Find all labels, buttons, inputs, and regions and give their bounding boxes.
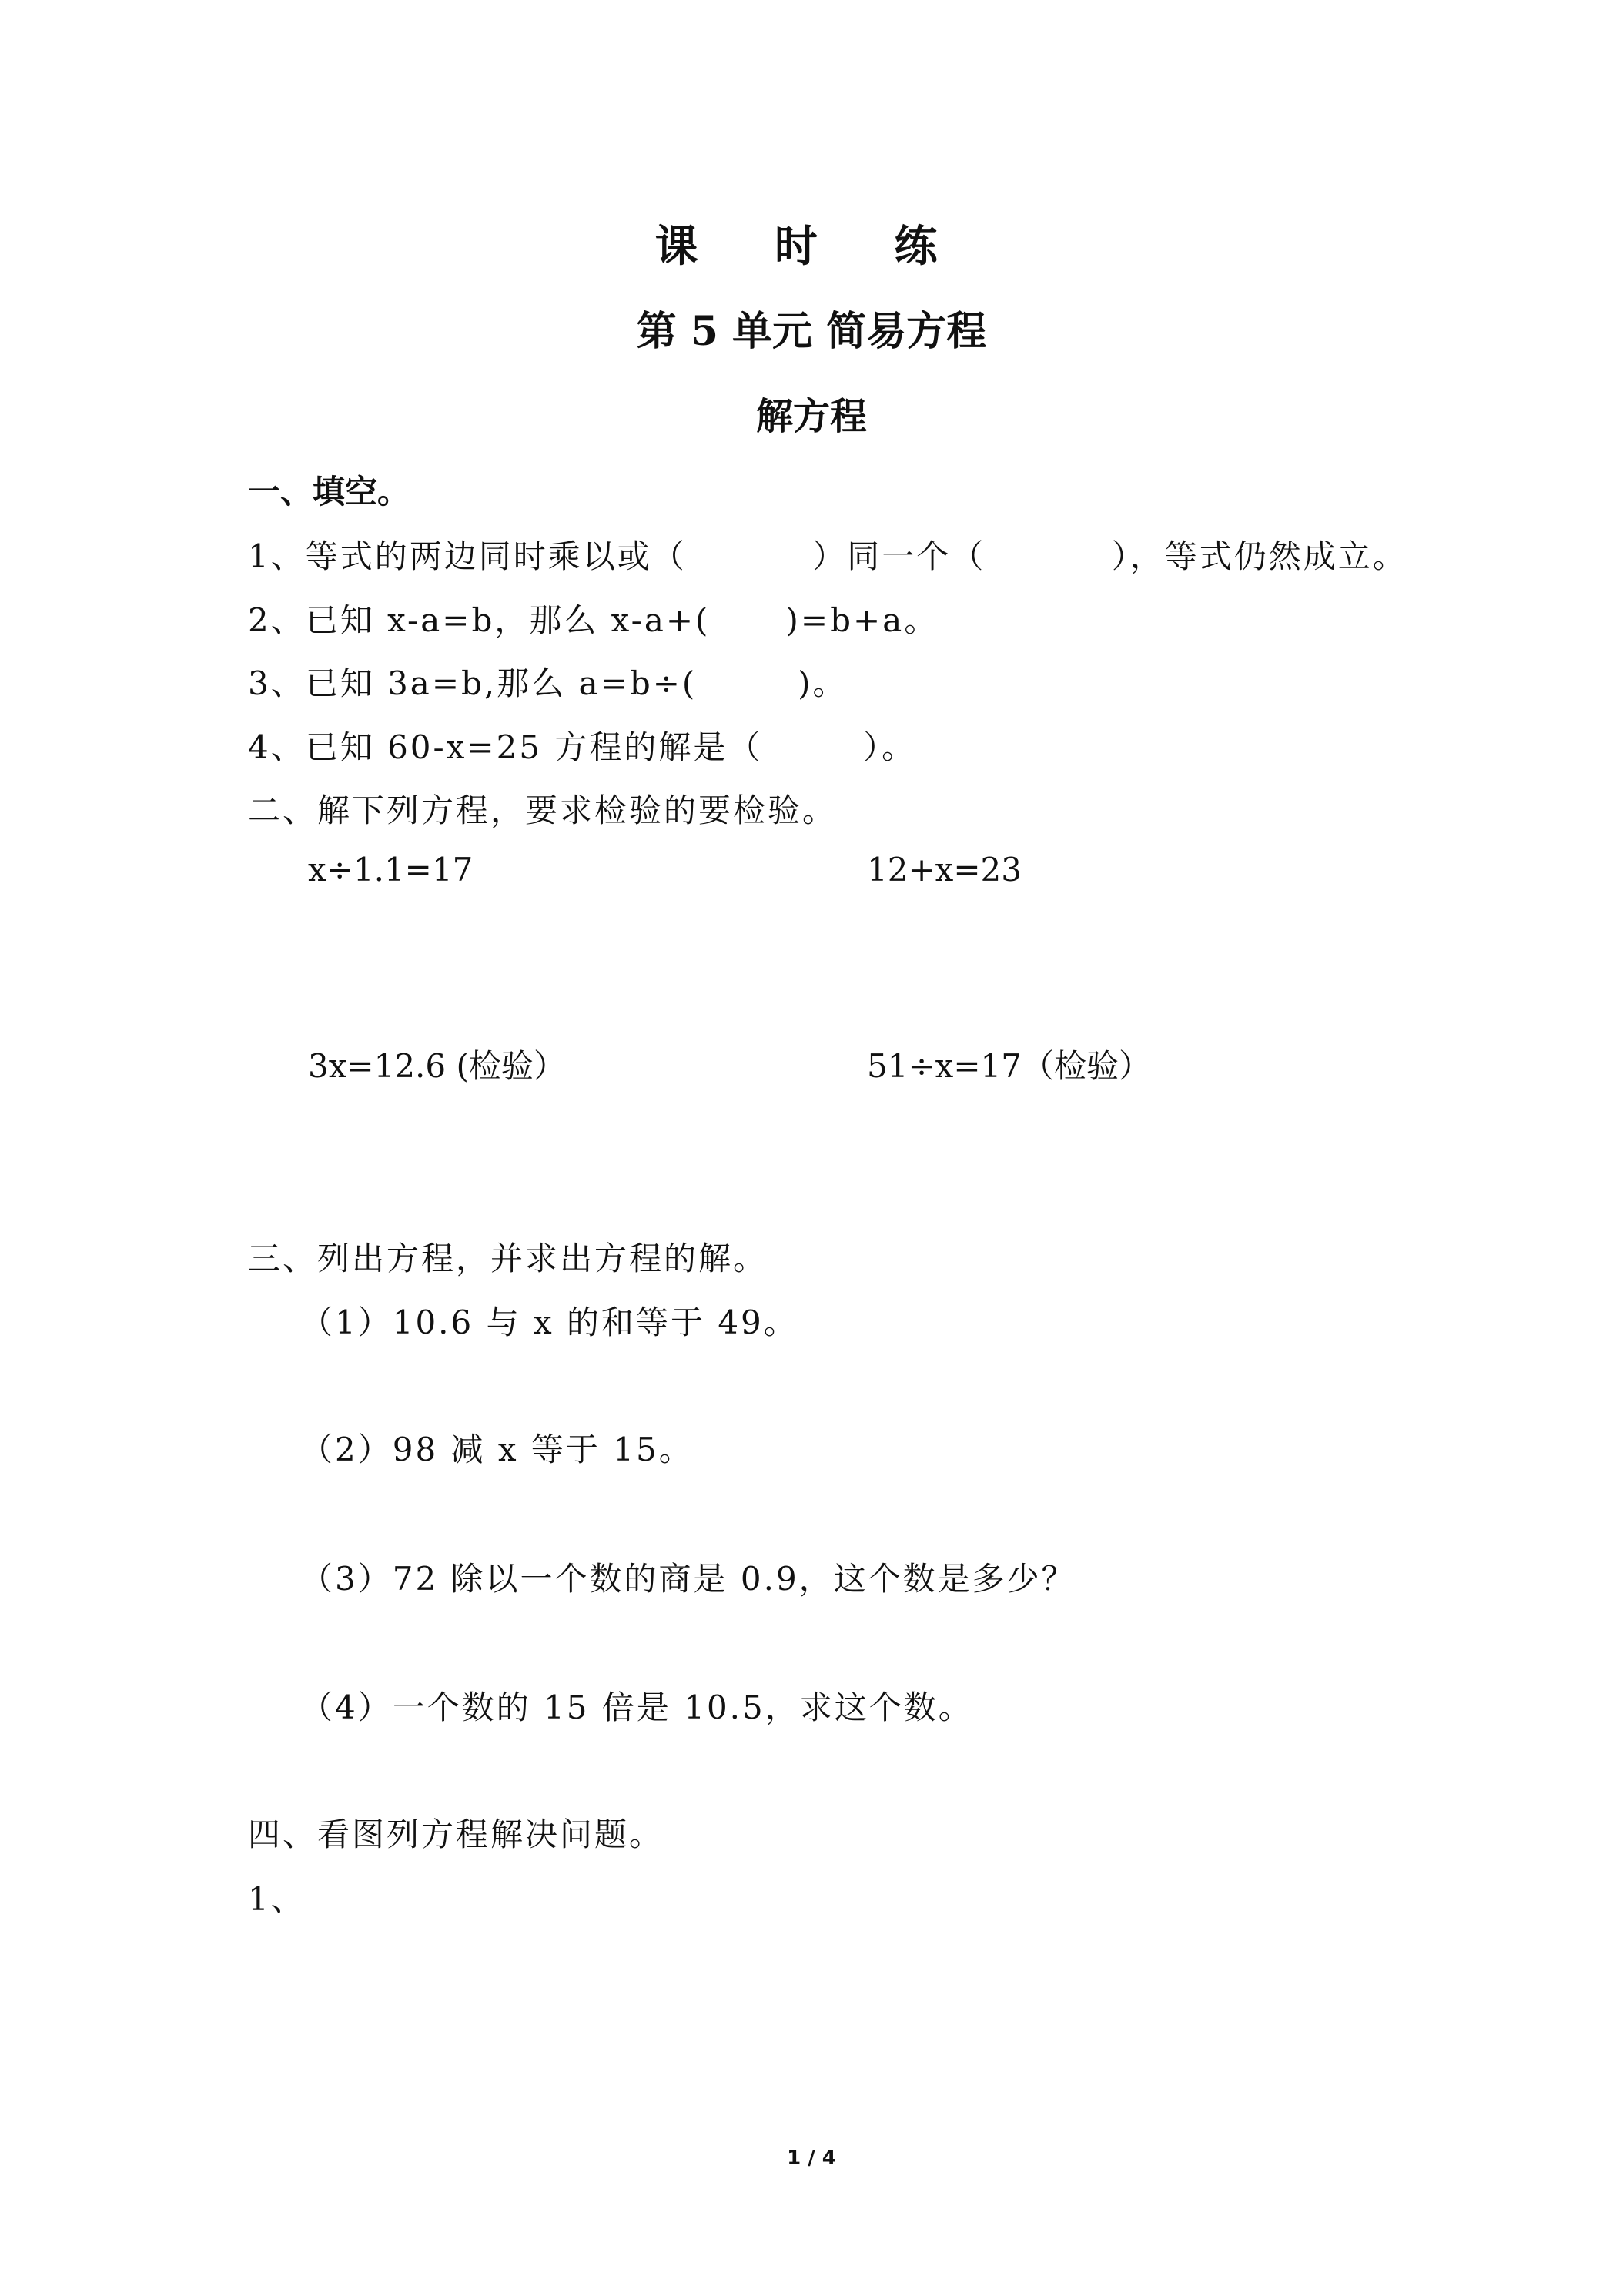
- picture-problem-1: 1、: [248, 1880, 306, 1918]
- fill-blank-item-1: 1、等式的两边同时乘以或（ ）同一个（ ），等式仍然成立。: [248, 537, 1407, 575]
- fill-blank-item-3: 3、已知 3a=b,那么 a=b÷( )。: [248, 664, 848, 702]
- equation-3: 3x=12.6 (检验）: [308, 1047, 566, 1085]
- equation-1: x÷1.1=17: [308, 851, 474, 889]
- word-problem-2: （2）98 减 x 等于 15。: [300, 1431, 694, 1468]
- fill-blank-item-2: 2、已知 x-a=b，那么 x-a+( )=b+a。: [248, 601, 939, 639]
- equation-2: 12+x=23: [867, 851, 1022, 889]
- page-title: 课 时 练: [654, 221, 969, 272]
- section3-heading: 三、列出方程，并求出方程的解。: [248, 1240, 768, 1277]
- unit-subtitle: 第 5 单元 简易方程: [636, 308, 987, 355]
- section1-heading: 一、填空。: [248, 473, 410, 510]
- fill-blank-item-4: 4、已知 60-x=25 方程的解是（ ）。: [248, 728, 917, 766]
- equation-4: 51÷x=17（检验）: [867, 1047, 1151, 1085]
- word-problem-1: （1）10.6 与 x 的和等于 49。: [300, 1304, 798, 1341]
- lesson-title: 解方程: [755, 395, 867, 438]
- page-number: 1 / 4: [787, 2147, 836, 2170]
- word-problem-3: （3）72 除以一个数的商是 0.9，这个数是多少？: [300, 1560, 1076, 1598]
- section2-heading: 二、解下列方程，要求检验的要检验。: [248, 792, 838, 829]
- section4-heading: 四、看图列方程解决问题。: [248, 1816, 664, 1853]
- word-problem-4: （4）一个数的 15 倍是 10.5，求这个数。: [300, 1689, 973, 1726]
